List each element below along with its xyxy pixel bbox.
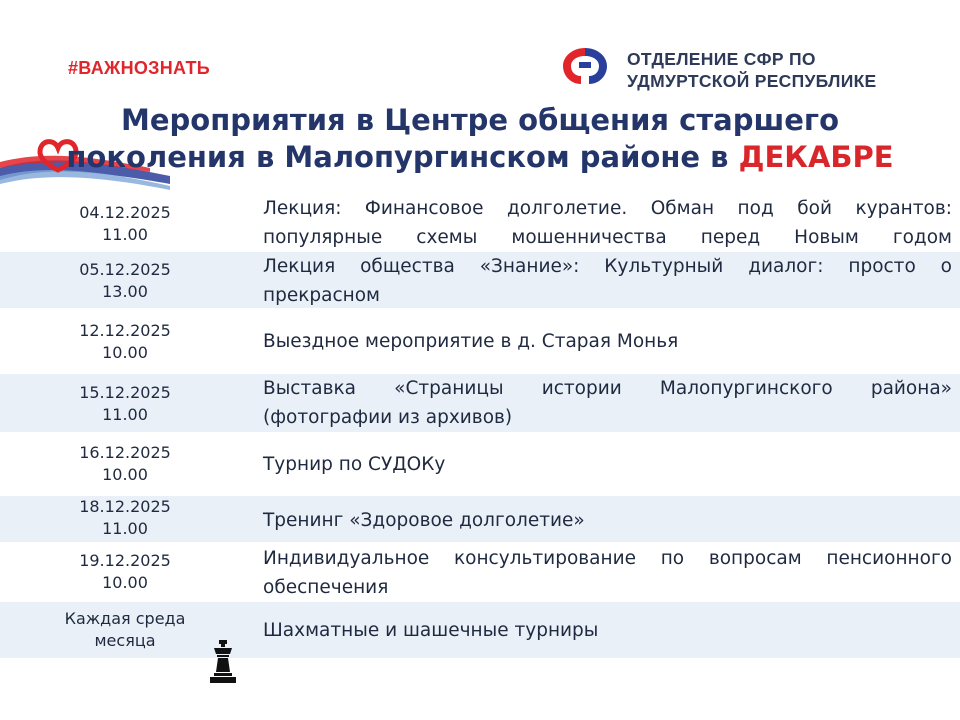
event-text: Турнир по СУДОКу — [263, 454, 446, 475]
table-row — [0, 544, 960, 600]
event-date-value: 05.12.2025 — [79, 260, 171, 279]
logo-text — [627, 48, 877, 92]
event-date-value: 16.12.2025 — [79, 443, 171, 462]
event-time-value: 13.00 — [102, 282, 148, 301]
event-date — [40, 550, 210, 594]
event-date-value: 12.12.2025 — [79, 321, 171, 340]
table-row — [0, 496, 960, 542]
event-time-value: месяца — [94, 631, 156, 650]
event-date-value: Каждая среда — [64, 609, 186, 628]
page-title — [30, 102, 930, 176]
event-time-value: 11.00 — [102, 519, 148, 538]
event-text: Лекция: Финансовое долголетие. Обман под бой курантов: популярные схемы мошенничества перед Новым годом — [263, 198, 952, 248]
event-date — [40, 496, 210, 540]
event-date — [40, 382, 210, 426]
logo-line-2: УДМУРТСКОЙ РЕСПУБЛИКЕ — [627, 71, 877, 91]
event-date-value: 15.12.2025 — [79, 383, 171, 402]
event-text: Тренинг «Здоровое долголетие» — [263, 510, 585, 531]
logo-line-1: ОТДЕЛЕНИЕ СФР ПО — [627, 49, 816, 69]
sfr-logo-icon — [555, 44, 615, 88]
table-row — [0, 194, 960, 250]
event-date — [40, 202, 210, 246]
event-text: Выездное мероприятие в д. Старая Монья — [263, 331, 679, 352]
table-row — [0, 434, 960, 494]
table-row — [0, 252, 960, 308]
event-text: Индивидуальное консультирование по вопросам пенсионного обеспечения — [263, 548, 952, 598]
event-date-value: 19.12.2025 — [79, 551, 171, 570]
event-date — [40, 608, 210, 652]
event-time-value: 10.00 — [102, 343, 148, 362]
event-date-value: 04.12.2025 — [79, 203, 171, 222]
event-time-value: 10.00 — [102, 465, 148, 484]
title-accent: ДЕКАБРЕ — [738, 140, 894, 174]
event-text: Выставка «Страницы истории Малопургинского района» (фотографии из архивов) — [263, 378, 952, 428]
chess-queen-icon — [206, 640, 240, 684]
event-date — [40, 320, 210, 364]
sfr-logo — [555, 42, 945, 102]
event-date — [40, 442, 210, 486]
table-row — [0, 602, 960, 658]
event-time-value: 11.00 — [102, 405, 148, 424]
event-date — [40, 259, 210, 303]
event-text: Лекция общества «Знание»: Культурный диалог: просто о прекрасном — [263, 256, 952, 306]
event-text: Шахматные и шашечные турниры — [263, 620, 599, 641]
hashtag: #ВАЖНОЗНАТЬ — [68, 58, 210, 78]
event-time-value: 11.00 — [102, 225, 148, 244]
table-row — [0, 310, 960, 372]
title-main: Мероприятия в Центре общения старшего поколения в Малопургинском районе в — [66, 103, 840, 174]
event-time-value: 10.00 — [102, 573, 148, 592]
table-row — [0, 374, 960, 432]
event-date-value: 18.12.2025 — [79, 497, 171, 516]
